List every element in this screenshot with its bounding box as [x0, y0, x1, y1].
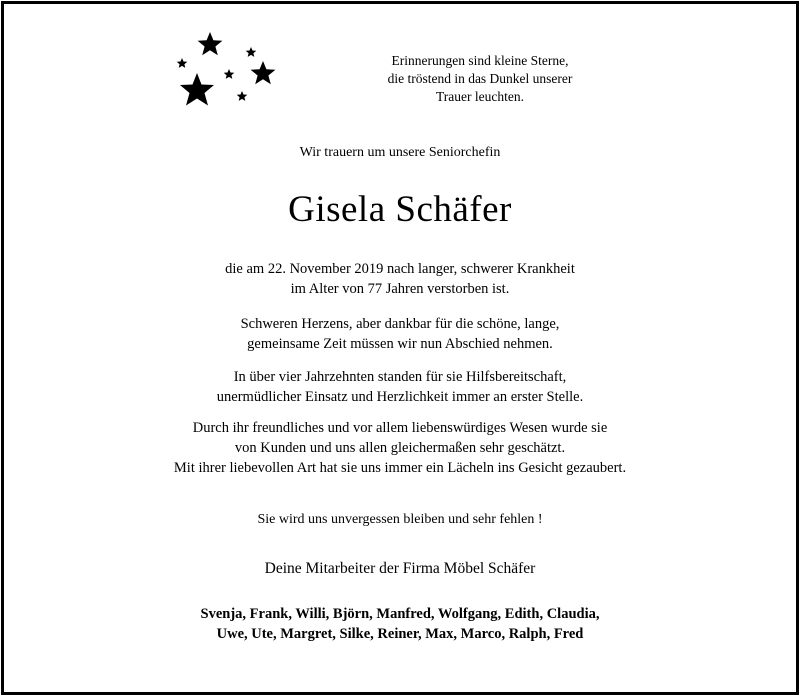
star-small-bottom: [237, 91, 248, 101]
quote-line: Trauer leuchten.: [436, 89, 524, 104]
paragraph-line: Schweren Herzens, aber dankbar für die schöne, lange,: [240, 316, 560, 332]
paragraph-line: gemeinsame Zeit müssen wir nun Abschied nehmen.: [247, 336, 553, 352]
paragraph-line: unermüdlicher Einsatz und Herzlichkeit immer an erster Stelle.: [216, 389, 584, 405]
stars-icon: [165, 28, 290, 116]
paragraph-line: In über vier Jahrzehnten standen für sie Hilfsbereitschaft,: [233, 369, 567, 385]
deceased-name: Gisela Schäfer: [288, 189, 512, 230]
quote-line: Erinnerungen sind kleine Sterne,: [391, 53, 569, 68]
intro-line: Wir trauern um unsere Seniorchefin: [299, 145, 501, 160]
names-line: Uwe, Ute, Margret, Silke, Reiner, Max, Marco, Ralph, Fred: [216, 626, 584, 642]
signature-line: Deine Mitarbeiter der Firma Möbel Schäfer: [264, 560, 536, 577]
paragraph-line: Mit ihrer liebevollen Art hat sie uns immer ein Lächeln ins Gesicht gezaubert.: [173, 460, 627, 476]
paragraph-line: die am 22. November 2019 nach langer, schwerer Krankheit: [225, 261, 575, 277]
star-small-middle: [224, 69, 235, 79]
star-medium-top: [198, 32, 223, 55]
star-medium-right: [251, 61, 276, 84]
paragraph-tribute: [0, 367, 800, 407]
star-small-left: [177, 58, 188, 68]
employee-names: [0, 604, 800, 644]
closing-line: Sie wird uns unvergessen bleiben und sehr fehlen !: [257, 512, 543, 527]
names-line: Svenja, Frank, Willi, Björn, Manfred, Wolfgang, Edith, Claudia,: [200, 606, 600, 622]
quote-line: die tröstend in das Dunkel unserer: [387, 71, 573, 86]
star-small-top-right: [246, 47, 257, 57]
memorial-quote: [330, 52, 630, 106]
paragraph-line: im Alter von 77 Jahren verstorben ist.: [290, 281, 510, 297]
paragraph-line: von Kunden und uns allen gleichermaßen sehr geschätzt.: [234, 440, 566, 456]
star-large: [180, 73, 214, 106]
paragraph-character: [0, 418, 800, 478]
paragraph-line: Durch ihr freundliches und vor allem liebenswürdiges Wesen wurde sie: [192, 420, 608, 436]
paragraph-farewell: [0, 314, 800, 354]
paragraph-death-notice: [0, 259, 800, 299]
